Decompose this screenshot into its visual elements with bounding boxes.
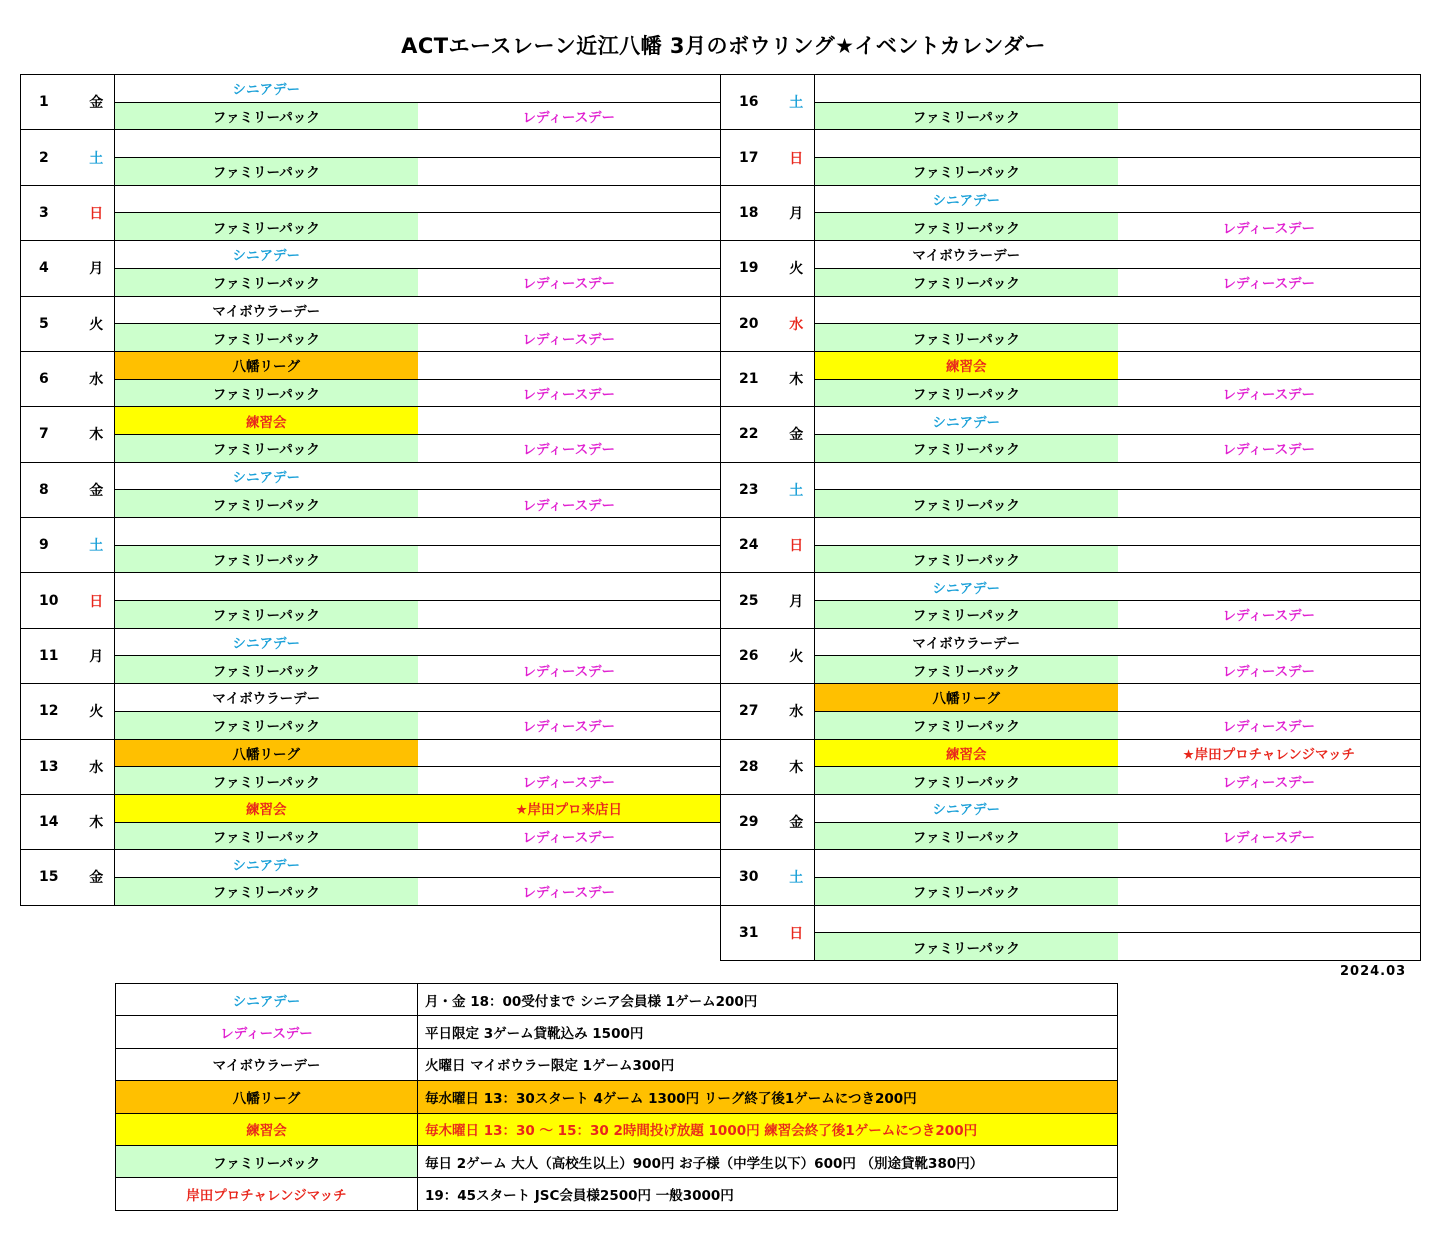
event-cell: シニアデー	[815, 573, 1118, 601]
event-cell: レディースデー	[1118, 601, 1421, 629]
day-of-week: 日	[779, 130, 815, 185]
event-cell: ファミリーパック	[115, 767, 418, 795]
legend-row	[116, 1081, 1118, 1113]
event-cell	[115, 518, 418, 546]
day-of-week: 土	[79, 518, 115, 573]
day-number: 21	[721, 351, 779, 406]
event-cell	[115, 573, 418, 601]
event-cell: ファミリーパック	[815, 767, 1118, 795]
day-number: 9	[21, 518, 79, 573]
event-cell	[418, 628, 721, 656]
day-number: 10	[21, 573, 79, 628]
event-cell: レディースデー	[418, 656, 721, 684]
day-row-top	[721, 739, 1421, 767]
event-cell: レディースデー	[418, 877, 721, 905]
day-of-week: 火	[779, 241, 815, 296]
day-of-week: 火	[779, 628, 815, 683]
event-cell: レディースデー	[1118, 213, 1421, 241]
day-row-bottom	[21, 767, 721, 795]
calendar-left	[20, 74, 721, 906]
day-row-bottom	[21, 324, 721, 352]
event-cell	[1118, 794, 1421, 822]
legend-description: 平日限定 3ゲーム貸靴込み 1500円	[418, 1016, 1118, 1048]
event-cell	[815, 850, 1118, 878]
event-cell: シニアデー	[115, 75, 418, 103]
event-cell	[418, 601, 721, 629]
event-cell: マイボウラーデー	[115, 684, 418, 712]
day-of-week: 月	[79, 241, 115, 296]
day-of-week: 日	[779, 518, 815, 573]
event-cell	[115, 185, 418, 213]
day-row-top	[21, 75, 721, 103]
day-number: 23	[721, 462, 779, 517]
day-of-week: 水	[79, 739, 115, 794]
day-number: 30	[721, 850, 779, 905]
event-cell	[418, 185, 721, 213]
event-cell	[1118, 628, 1421, 656]
event-cell: ファミリーパック	[815, 102, 1118, 130]
event-cell: レディースデー	[1118, 379, 1421, 407]
legend-row	[116, 1113, 1118, 1145]
day-row-top	[21, 628, 721, 656]
event-cell	[1118, 241, 1421, 269]
event-cell	[115, 130, 418, 158]
event-cell: ファミリーパック	[115, 379, 418, 407]
day-of-week: 日	[79, 573, 115, 628]
day-row-top	[21, 794, 721, 822]
event-cell	[418, 573, 721, 601]
day-row-bottom	[21, 213, 721, 241]
day-row-top	[721, 684, 1421, 712]
day-of-week: 火	[79, 684, 115, 739]
day-row-bottom	[21, 490, 721, 518]
event-cell: ファミリーパック	[815, 158, 1118, 186]
event-cell: ファミリーパック	[115, 877, 418, 905]
event-cell	[418, 75, 721, 103]
day-row-top	[721, 462, 1421, 490]
day-number: 18	[721, 185, 779, 240]
event-cell: 八幡リーグ	[115, 739, 418, 767]
event-cell	[418, 407, 721, 435]
event-cell: ファミリーパック	[815, 601, 1118, 629]
event-cell	[1118, 545, 1421, 573]
event-cell	[1118, 905, 1421, 933]
event-cell: レディースデー	[418, 268, 721, 296]
day-number: 26	[721, 628, 779, 683]
day-row-top	[21, 296, 721, 324]
legend-description: 毎日 2ゲーム 大人（高校生以上）900円 お子様（中学生以下）600円 （別途貸靴380円）	[418, 1145, 1118, 1177]
day-row-bottom	[721, 379, 1421, 407]
event-cell	[1118, 573, 1421, 601]
event-cell: 練習会	[115, 794, 418, 822]
day-number: 31	[721, 905, 779, 960]
event-cell: ファミリーパック	[115, 656, 418, 684]
day-row-top	[721, 407, 1421, 435]
day-row-top	[21, 185, 721, 213]
day-row-bottom	[21, 877, 721, 905]
event-cell: シニアデー	[815, 185, 1118, 213]
day-row-bottom	[721, 434, 1421, 462]
day-number: 27	[721, 684, 779, 739]
day-of-week: 土	[779, 75, 815, 130]
event-cell	[418, 518, 721, 546]
day-number: 4	[21, 241, 79, 296]
day-row-bottom	[721, 490, 1421, 518]
event-cell	[1118, 407, 1421, 435]
day-number: 22	[721, 407, 779, 462]
day-number: 28	[721, 739, 779, 794]
event-cell: ファミリーパック	[815, 379, 1118, 407]
event-cell	[1118, 490, 1421, 518]
day-row-top	[721, 850, 1421, 878]
day-row-bottom	[721, 102, 1421, 130]
day-row-top	[721, 241, 1421, 269]
day-row-top	[21, 684, 721, 712]
event-cell: レディースデー	[418, 324, 721, 352]
page-title: ACTエースレーン近江八幡 3月のボウリング★イベントカレンダー	[401, 34, 1046, 58]
event-cell: 練習会	[815, 739, 1118, 767]
day-row-bottom	[21, 656, 721, 684]
day-of-week: 土	[779, 462, 815, 517]
day-row-bottom	[721, 877, 1421, 905]
day-row-bottom	[721, 822, 1421, 850]
event-cell	[1118, 296, 1421, 324]
legend-name: マイボウラーデー	[116, 1048, 418, 1080]
event-cell	[1118, 324, 1421, 352]
event-cell: ファミリーパック	[815, 490, 1118, 518]
legend-name: シニアデー	[116, 984, 418, 1016]
event-cell: ファミリーパック	[115, 268, 418, 296]
day-row-bottom	[21, 434, 721, 462]
event-cell: ファミリーパック	[115, 102, 418, 130]
day-row-top	[21, 573, 721, 601]
day-row-top	[721, 296, 1421, 324]
day-of-week: 水	[79, 351, 115, 406]
event-cell: ファミリーパック	[815, 324, 1118, 352]
event-cell: シニアデー	[115, 628, 418, 656]
legend-row	[116, 1145, 1118, 1177]
day-row-top	[721, 573, 1421, 601]
event-cell	[1118, 185, 1421, 213]
day-row-bottom	[21, 102, 721, 130]
event-cell: レディースデー	[1118, 268, 1421, 296]
day-of-week: 木	[779, 351, 815, 406]
event-cell: レディースデー	[418, 767, 721, 795]
event-cell	[815, 518, 1118, 546]
legend-description: 毎水曜日 13：30スタート 4ゲーム 1300円 リーグ終了後1ゲームにつき200円	[418, 1081, 1118, 1113]
event-cell	[1118, 877, 1421, 905]
day-number: 24	[721, 518, 779, 573]
day-row-top	[721, 130, 1421, 158]
event-cell	[418, 462, 721, 490]
legend-name: 八幡リーグ	[116, 1081, 418, 1113]
event-cell	[815, 296, 1118, 324]
day-row-bottom	[721, 933, 1421, 961]
day-row-bottom	[721, 545, 1421, 573]
event-cell: レディースデー	[418, 490, 721, 518]
day-number: 14	[21, 794, 79, 849]
legend-name: ファミリーパック	[116, 1145, 418, 1177]
event-cell: 八幡リーグ	[815, 684, 1118, 712]
day-of-week: 火	[79, 296, 115, 351]
day-row-top	[21, 518, 721, 546]
legend-description: 毎木曜日 13：30 ～ 15：30 2時間投げ放題 1000円 練習会終了後1ゲームにつき200円	[418, 1113, 1118, 1145]
legend-row	[116, 1016, 1118, 1048]
legend-table	[115, 983, 1118, 1211]
event-cell	[418, 684, 721, 712]
event-cell: ファミリーパック	[115, 822, 418, 850]
event-cell	[418, 545, 721, 573]
day-number: 29	[721, 794, 779, 849]
event-cell: 八幡リーグ	[115, 351, 418, 379]
day-row-bottom	[721, 268, 1421, 296]
legend-name: 練習会	[116, 1113, 418, 1145]
day-of-week: 日	[779, 905, 815, 960]
event-cell: ファミリーパック	[115, 434, 418, 462]
event-cell	[815, 130, 1118, 158]
day-number: 12	[21, 684, 79, 739]
event-cell: ★岸田プロ来店日	[418, 794, 721, 822]
day-row-bottom	[21, 268, 721, 296]
event-cell: ファミリーパック	[115, 545, 418, 573]
legend-name: レディースデー	[116, 1016, 418, 1048]
event-cell: ファミリーパック	[815, 268, 1118, 296]
day-of-week: 木	[779, 739, 815, 794]
day-row-top	[21, 130, 721, 158]
legend-row	[116, 1178, 1118, 1210]
event-cell	[418, 130, 721, 158]
event-cell	[418, 158, 721, 186]
day-number: 8	[21, 462, 79, 517]
day-number: 15	[21, 850, 79, 905]
event-cell: マイボウラーデー	[815, 241, 1118, 269]
day-row-bottom	[721, 213, 1421, 241]
event-cell	[1118, 518, 1421, 546]
legend-description: 火曜日 マイボウラー限定 1ゲーム300円	[418, 1048, 1118, 1080]
event-cell: レディースデー	[418, 822, 721, 850]
day-row-bottom	[21, 158, 721, 186]
date-stamp: 2024.03	[1340, 964, 1407, 979]
event-cell	[1118, 102, 1421, 130]
event-cell	[1118, 850, 1421, 878]
legend-row	[116, 1048, 1118, 1080]
day-of-week: 水	[779, 296, 815, 351]
event-cell: レディースデー	[1118, 822, 1421, 850]
day-row-bottom	[21, 545, 721, 573]
event-cell	[1118, 158, 1421, 186]
event-cell: ファミリーパック	[815, 822, 1118, 850]
day-number: 13	[21, 739, 79, 794]
day-of-week: 月	[779, 573, 815, 628]
event-cell	[1118, 462, 1421, 490]
event-cell: マイボウラーデー	[115, 296, 418, 324]
event-cell: シニアデー	[115, 850, 418, 878]
event-cell: 練習会	[815, 351, 1118, 379]
day-of-week: 土	[79, 130, 115, 185]
event-cell	[1118, 351, 1421, 379]
event-cell: ファミリーパック	[815, 877, 1118, 905]
day-of-week: 月	[779, 185, 815, 240]
event-cell	[815, 462, 1118, 490]
day-row-top	[21, 407, 721, 435]
event-cell: ファミリーパック	[115, 490, 418, 518]
day-row-bottom	[21, 822, 721, 850]
event-cell	[815, 905, 1118, 933]
event-cell: シニアデー	[115, 241, 418, 269]
day-of-week: 金	[79, 75, 115, 130]
event-cell: レディースデー	[418, 434, 721, 462]
day-number: 16	[721, 75, 779, 130]
day-of-week: 金	[779, 794, 815, 849]
event-cell: レディースデー	[1118, 767, 1421, 795]
event-cell: レディースデー	[418, 379, 721, 407]
day-of-week: 水	[779, 684, 815, 739]
day-number: 7	[21, 407, 79, 462]
event-cell: ファミリーパック	[815, 933, 1118, 961]
day-of-week: 金	[79, 850, 115, 905]
event-cell	[418, 241, 721, 269]
event-cell	[815, 75, 1118, 103]
day-row-top	[721, 351, 1421, 379]
day-of-week: 土	[779, 850, 815, 905]
event-cell: シニアデー	[815, 407, 1118, 435]
day-row-bottom	[21, 601, 721, 629]
day-of-week: 木	[79, 794, 115, 849]
day-row-bottom	[721, 324, 1421, 352]
day-number: 5	[21, 296, 79, 351]
calendar-right	[720, 74, 1421, 961]
event-cell: ファミリーパック	[115, 324, 418, 352]
event-cell: ファミリーパック	[815, 213, 1118, 241]
legend-description: 19：45スタート JSC会員様2500円 一般3000円	[418, 1178, 1118, 1210]
event-cell	[1118, 75, 1421, 103]
day-row-bottom	[721, 601, 1421, 629]
event-cell: ファミリーパック	[115, 158, 418, 186]
day-row-top	[721, 794, 1421, 822]
day-number: 11	[21, 628, 79, 683]
event-cell: ファミリーパック	[815, 711, 1118, 739]
day-row-top	[721, 75, 1421, 103]
event-cell: ファミリーパック	[815, 545, 1118, 573]
day-row-top	[21, 739, 721, 767]
day-row-bottom	[21, 379, 721, 407]
day-number: 17	[721, 130, 779, 185]
day-number: 1	[21, 75, 79, 130]
event-cell: 練習会	[115, 407, 418, 435]
day-number: 2	[21, 130, 79, 185]
event-cell: レディースデー	[1118, 711, 1421, 739]
event-cell: ファミリーパック	[115, 711, 418, 739]
legend-description: 月・金 18：00受付まで シニア会員様 1ゲーム200円	[418, 984, 1118, 1016]
day-row-top	[21, 351, 721, 379]
day-row-top	[721, 518, 1421, 546]
event-cell	[418, 296, 721, 324]
event-cell	[1118, 684, 1421, 712]
day-row-top	[721, 905, 1421, 933]
event-cell: シニアデー	[815, 794, 1118, 822]
day-of-week: 金	[79, 462, 115, 517]
day-row-top	[721, 628, 1421, 656]
legend-name: 岸田プロチャレンジマッチ	[116, 1178, 418, 1210]
day-number: 25	[721, 573, 779, 628]
day-row-bottom	[21, 711, 721, 739]
day-number: 19	[721, 241, 779, 296]
event-cell: レディースデー	[418, 711, 721, 739]
day-number: 6	[21, 351, 79, 406]
day-row-bottom	[721, 711, 1421, 739]
event-cell	[418, 213, 721, 241]
day-row-bottom	[721, 767, 1421, 795]
day-row-top	[721, 185, 1421, 213]
day-row-top	[21, 850, 721, 878]
event-cell	[418, 739, 721, 767]
event-cell	[418, 850, 721, 878]
day-row-top	[21, 241, 721, 269]
event-cell: シニアデー	[115, 462, 418, 490]
event-cell	[418, 351, 721, 379]
event-cell: レディースデー	[1118, 434, 1421, 462]
day-row-bottom	[721, 158, 1421, 186]
event-cell: レディースデー	[1118, 656, 1421, 684]
day-row-top	[21, 462, 721, 490]
event-cell: ファミリーパック	[815, 656, 1118, 684]
event-cell: マイボウラーデー	[815, 628, 1118, 656]
event-cell: ファミリーパック	[115, 601, 418, 629]
day-of-week: 木	[79, 407, 115, 462]
legend-row	[116, 984, 1118, 1016]
event-cell: ファミリーパック	[815, 434, 1118, 462]
day-number: 20	[721, 296, 779, 351]
day-number: 3	[21, 185, 79, 240]
day-row-bottom	[721, 656, 1421, 684]
day-of-week: 月	[79, 628, 115, 683]
day-of-week: 金	[779, 407, 815, 462]
day-of-week: 日	[79, 185, 115, 240]
event-cell	[1118, 130, 1421, 158]
event-cell: レディースデー	[418, 102, 721, 130]
event-cell: ★岸田プロチャレンジマッチ	[1118, 739, 1421, 767]
event-cell	[1118, 933, 1421, 961]
event-cell: ファミリーパック	[115, 213, 418, 241]
